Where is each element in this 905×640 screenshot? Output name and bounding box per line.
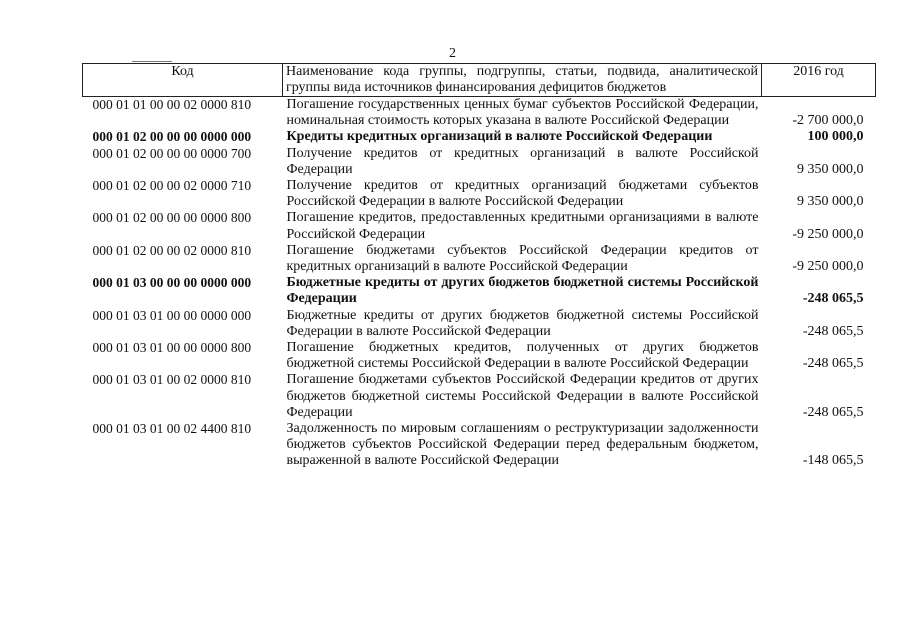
row-amount: 9 350 000,0 [797, 161, 864, 177]
table-row [83, 129, 876, 145]
row-amount: 100 000,0 [807, 129, 864, 145]
table-row [83, 372, 876, 421]
row-code: 000 01 02 00 00 00 0000 700 [92, 145, 252, 161]
table-row [83, 97, 876, 130]
column-header-year: 2016 год [762, 64, 876, 97]
row-name: Погашение бюджетных кредитов, полученных от других бюджетов бюджетной системы Российской Федерации в валюте Российской Федерации [286, 340, 759, 372]
row-amount: -9 250 000,0 [792, 226, 864, 242]
table-row [83, 146, 876, 178]
row-code: 000 01 03 01 00 00 0000 000 [92, 307, 252, 323]
header-rule [132, 61, 172, 62]
table-row [83, 210, 876, 242]
row-amount: -9 250 000,0 [792, 259, 864, 275]
row-amount: -248 065,5 [802, 356, 864, 372]
row-code: 000 01 02 00 00 00 0000 800 [92, 210, 252, 226]
column-header-name: Наименование кода группы, подгруппы, статьи, подвида, аналитической группы вида источников финансирования дефицитов бюджетов [283, 64, 762, 97]
row-code: 000 01 02 00 00 02 0000 710 [92, 178, 252, 194]
row-code: 000 01 02 00 00 02 0000 810 [92, 242, 252, 258]
row-name: Бюджетные кредиты от других бюджетов бюджетной системы Российской Федерации [286, 275, 759, 307]
row-amount: 9 350 000,0 [797, 194, 864, 210]
column-header-code: Код [83, 64, 283, 97]
budget-sources-table [82, 63, 876, 470]
page-number: 2 [449, 46, 456, 61]
row-code: 000 01 02 00 00 00 0000 000 [92, 129, 252, 145]
table-row [83, 340, 876, 372]
row-name: Задолженность по мировым соглашениям о реструктуризации задолженности бюджетов субъектов Российской Федерации перед федеральным бюджетом, выраженной в валюте Российской Федерации [286, 421, 759, 469]
row-name: Погашение бюджетами субъектов Российской Федерации кредитов от кредитных организаций в валюте Российской Федерации [286, 242, 759, 275]
row-code: 000 01 03 01 00 02 0000 810 [92, 372, 252, 388]
row-amount: -248 065,5 [802, 291, 864, 307]
row-name: Бюджетные кредиты от других бюджетов бюджетной системы Российской Федерации в валюте Российской Федерации [286, 307, 759, 339]
row-name: Погашение государственных ценных бумаг субъектов Российской Федерации, номинальная стоимость которых указана в валюте Российской Федерации [286, 97, 759, 129]
row-name: Получение кредитов от кредитных организаций бюджетами субъектов Российской Федерации в валюте Российской Федерации [286, 178, 759, 210]
row-name: Кредиты кредитных организаций в валюте Российской Федерации [286, 129, 713, 145]
row-amount: -248 065,5 [802, 404, 864, 420]
table-row [83, 178, 876, 210]
table-row [83, 275, 876, 307]
row-code: 000 01 01 00 00 02 0000 810 [92, 97, 252, 112]
row-amount: -2 700 000,0 [792, 113, 864, 129]
table-row [83, 308, 876, 340]
table-row [83, 421, 876, 470]
row-amount: -148 065,5 [802, 453, 864, 469]
table-row [83, 243, 876, 275]
row-name: Погашение кредитов, предоставленных кредитными организациями в валюте Российской Федерации [286, 210, 759, 242]
row-code: 000 01 03 01 00 02 4400 810 [92, 421, 252, 437]
row-code: 000 01 03 00 00 00 0000 000 [92, 275, 252, 291]
table-body [83, 97, 876, 470]
row-name: Получение кредитов от кредитных организаций в валюте Российской Федерации [286, 145, 759, 177]
row-amount: -248 065,5 [802, 323, 864, 339]
row-code: 000 01 03 01 00 00 0000 800 [92, 340, 252, 356]
row-name: Погашение бюджетами субъектов Российской Федерации кредитов от других бюджетов бюджетной системы Российской Федерации в валюте Российской Федерации [286, 372, 759, 420]
table-header-row [83, 64, 876, 97]
